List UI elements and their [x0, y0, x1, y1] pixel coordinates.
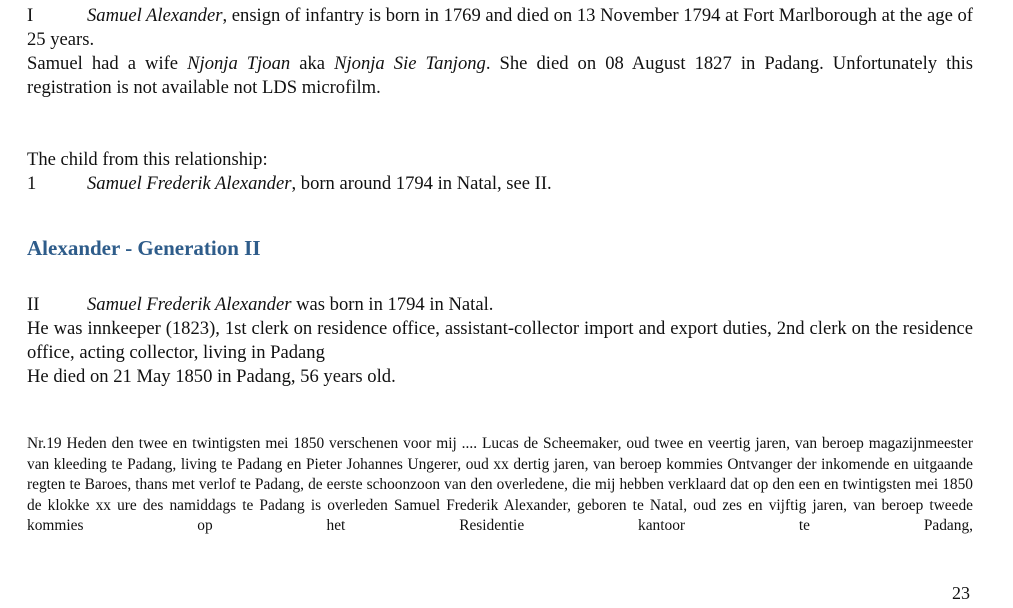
wife-paragraph — [27, 52, 973, 100]
wife-aka: aka — [290, 53, 335, 74]
generation-number: II — [27, 294, 40, 315]
child-item — [27, 172, 973, 196]
wife-name: Njonja Tjoan — [187, 53, 291, 74]
generation-1-entry — [27, 4, 973, 100]
page-number: 23 — [952, 583, 970, 603]
generation-1-intro — [27, 4, 973, 52]
death-details: He died on 21 May 1850 in Padang, 56 years old. — [27, 366, 396, 387]
generation-2-entry — [27, 293, 973, 389]
person-details: , ensign of infantry is born in 1769 and died on 13 November 1794 at Fort Marlborough at the age of 25 years. — [27, 5, 973, 50]
wife-text-start: Samuel had a wife — [27, 53, 188, 74]
wife-text-end: . She died on 08 August 1827 in Padang. Unfortunately this registration is not available not LDS microfilm. — [27, 53, 973, 98]
birth-details: was born in 1794 in Natal. — [291, 294, 494, 315]
generation-2-intro — [27, 293, 973, 317]
wife-alias: Njonja Sie Tanjong — [334, 53, 486, 74]
child-list — [27, 148, 973, 196]
person-name: Samuel Frederik Alexander — [87, 294, 292, 315]
child-intro: The child from this relationship: — [27, 149, 268, 170]
generation-number: I — [27, 5, 34, 26]
person-name: Samuel Alexander — [87, 5, 223, 26]
child-number: 1 — [27, 173, 37, 194]
section-heading: Alexander - Generation II — [27, 236, 261, 260]
death-record-transcript: Nr.19 Heden den twee en twintigsten mei 1850 verschenen voor mij .... Lucas de Scheemaker, oud twee en veertig jaren, van beroep magazijnmeester van kleeding te Padang, living te Padang en Pieter Johannes Ungerer, oud xx dertig jaren, van beroep kommies Ontvanger der inkomende en uitgaande regten te Baroes, thans met verlof te Padang, de eerste schoonzoon van den overledene, die mij hebben verklaard dat op den een en twintigsten mei 1850 de klokke xx ure des namiddags te Padang is overleden Samuel Frederik Alexander, geboren te Natal, oud zes en vijftig jaren, van beroep tweede kommies op het Residentie kantoor te Padang, — [27, 435, 973, 534]
child-details: , born around 1794 in Natal, see II. — [291, 173, 552, 194]
child-name: Samuel Frederik Alexander — [87, 173, 292, 194]
career-details: He was innkeeper (1823), 1st clerk on residence office, assistant-collector import and export duties, 2nd clerk on the residence office, acting collector, living in Padang — [27, 318, 973, 363]
